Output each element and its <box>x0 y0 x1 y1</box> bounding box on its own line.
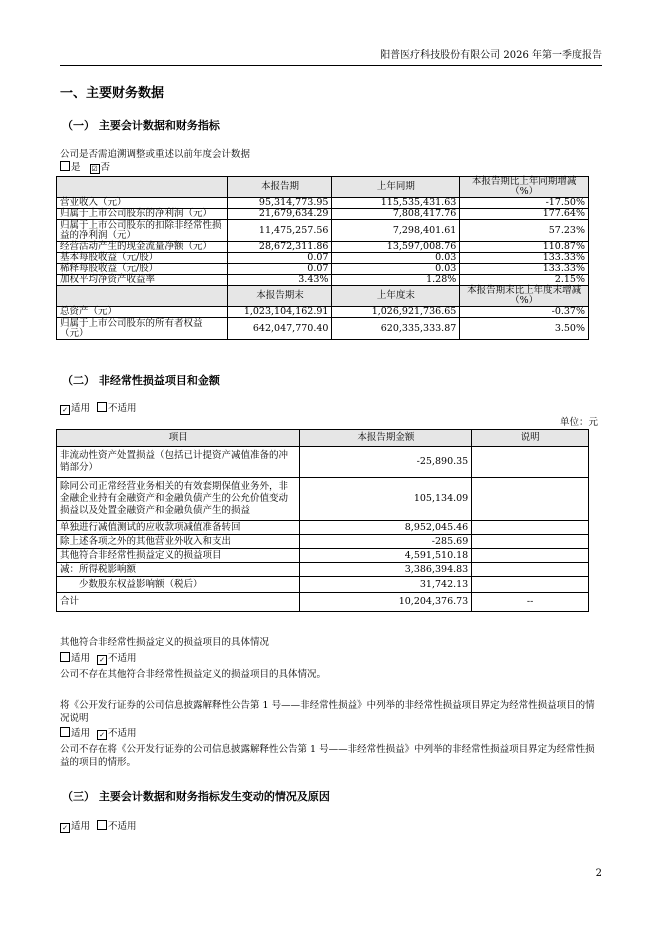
table-cell: -- <box>472 593 589 612</box>
table-cell: 非流动性资产处置损益（包括已计提资产减值准备的冲销部分） <box>57 447 300 478</box>
other-items-desc: 公司不存在其他符合非经常性损益定义的损益项目的具体情况。 <box>60 669 327 680</box>
table-cell: 0.07 <box>228 253 332 264</box>
table-cell: 7,298,401.61 <box>332 220 460 242</box>
table-cell: 2.15% <box>460 275 589 286</box>
table-cell: -25,890.35 <box>300 447 472 478</box>
table-cell: 减：所得税影响额 <box>57 563 300 577</box>
table-cell: 31,742.13 <box>300 577 472 593</box>
table-cell: 单独进行减值测试的应收款项减值准备转回 <box>57 521 300 535</box>
table-cell: 21,679,634.29 <box>228 209 332 220</box>
table-cell <box>57 177 228 198</box>
table-cell: 620,335,333.87 <box>332 318 460 340</box>
table-cell: 本报告期末 <box>228 286 332 307</box>
page-number: 2 <box>595 868 602 879</box>
table-cell <box>472 549 589 563</box>
table-cell <box>472 535 589 549</box>
table-header-row <box>57 430 589 447</box>
table-row <box>57 307 589 318</box>
page-header: 阳普医疗科技股份有限公司 2026 年第一季度报告 <box>60 46 602 66</box>
table-cell: 8,952,045.46 <box>300 521 472 535</box>
table-cell: 上年度末 <box>332 286 460 307</box>
restate-yes-checkbox[interactable] <box>60 161 70 171</box>
table-cell: 133.33% <box>460 264 589 275</box>
table-cell: 少数股东权益影响额（税后） <box>57 577 300 593</box>
table-cell: 0.03 <box>332 264 460 275</box>
table-cell: 1,026,921,736.65 <box>332 307 460 318</box>
table-row <box>57 447 589 478</box>
table-cell: 3.50% <box>460 318 589 340</box>
not-applicable-checkbox-3[interactable]: ✓ <box>97 655 107 665</box>
table-cell: 3,386,394.83 <box>300 563 472 577</box>
table-row <box>57 209 589 220</box>
define-title: 将《公开发行证券的公司信息披露解释性公告第 1 号——非经常性损益》中列举的非经常性损益项目界定为经常性损益项目的情况说明 <box>60 700 595 724</box>
applicable-options-2 <box>60 402 137 415</box>
table-row <box>57 549 589 563</box>
applicable-checkbox-4[interactable] <box>60 727 70 737</box>
table-cell: 110.87% <box>460 242 589 253</box>
table-cell: 本报告期比上年同期增减（%） <box>460 177 589 198</box>
table-cell: 115,535,431.63 <box>332 198 460 209</box>
table-cell: 加权平均净资产收益率 <box>57 275 228 286</box>
table-cell: 1,023,104,162.91 <box>228 307 332 318</box>
table-row <box>57 593 589 612</box>
table-cell: 10,204,376.73 <box>300 593 472 612</box>
table-cell: 13,597,008.76 <box>332 242 460 253</box>
applicable-options-3 <box>60 652 137 665</box>
table-cell <box>472 563 589 577</box>
table-cell: 总资产（元） <box>57 307 228 318</box>
subsection-title-3: （三） 主要会计数据和财务指标发生变动的情况及原因 <box>62 790 330 803</box>
table-cell: 其他符合非经常性损益定义的损益项目 <box>57 549 300 563</box>
applicable-checkbox[interactable]: ✓ <box>60 405 70 415</box>
table-row <box>57 577 589 593</box>
restate-question: 公司是否需追溯调整或重述以前年度会计数据 <box>60 149 251 160</box>
applicable-label-3: 适用 <box>71 653 91 664</box>
table-cell: 95,314,773.95 <box>228 198 332 209</box>
table-row <box>57 521 589 535</box>
applicable-checkbox-3[interactable] <box>60 652 70 662</box>
unit-label: 单位：元 <box>559 417 598 428</box>
not-applicable-label-4: 不适用 <box>108 728 137 739</box>
table-cell: 7,808,417.76 <box>332 209 460 220</box>
table-cell: -285.69 <box>300 535 472 549</box>
table-row <box>57 563 589 577</box>
table-cell: 本报告期金额 <box>300 430 472 447</box>
table-cell: -17.50% <box>460 198 589 209</box>
applicable-label-5: 适用 <box>71 821 91 832</box>
applicable-label: 适用 <box>71 403 91 414</box>
table-cell: 说明 <box>472 430 589 447</box>
applicable-label-4: 适用 <box>71 728 91 739</box>
table-cell: 0.03 <box>332 253 460 264</box>
table-cell: 4,591,510.18 <box>300 549 472 563</box>
applicable-checkbox-5[interactable]: ✓ <box>60 823 70 833</box>
restate-no-checkbox[interactable]: ☑ <box>91 165 98 173</box>
table-cell: 177.64% <box>460 209 589 220</box>
section-title: 一、主要财务数据 <box>60 86 165 101</box>
subsection-title-2: （二） 非经常性损益项目和金额 <box>62 374 220 387</box>
table-cell: 归属于上市公司股东的净利润（元） <box>57 209 228 220</box>
table-cell: 1.28% <box>332 275 460 286</box>
table-row <box>57 535 589 549</box>
table-cell: 营业收入（元） <box>57 198 228 209</box>
table-header-row <box>57 286 589 307</box>
table-cell: 11,475,257.56 <box>228 220 332 242</box>
table-cell: -0.37% <box>460 307 589 318</box>
table-cell: 稀释每股收益（元/股） <box>57 264 228 275</box>
not-applicable-label-5: 不适用 <box>108 821 137 832</box>
restate-options <box>60 161 110 174</box>
table-cell: 项目 <box>57 430 300 447</box>
table-cell <box>472 521 589 535</box>
table-cell <box>472 447 589 478</box>
table-row <box>57 275 589 286</box>
table-cell: 归属于上市公司股东的扣除非经常性损益的净利润（元） <box>57 220 228 242</box>
table-cell: 0.07 <box>228 264 332 275</box>
applicable-options-5 <box>60 820 137 833</box>
table-row <box>57 318 589 340</box>
table-cell <box>472 478 589 521</box>
table-cell: 57.23% <box>460 220 589 242</box>
define-desc: 公司不存在将《公开发行证券的公司信息披露解释性公告第 1 号——非经常性损益》中列举的非经常性损益项目界定为经常性损益的项目的情形。 <box>60 744 595 768</box>
other-items-title: 其他符合非经常性损益定义的损益项目的具体情况 <box>60 637 270 648</box>
table-cell: 归属于上市公司股东的所有者权益（元） <box>57 318 228 340</box>
table-cell: 3.43% <box>228 275 332 286</box>
table-cell <box>472 577 589 593</box>
table-cell <box>57 286 228 307</box>
table-cell: 合计 <box>57 593 300 612</box>
table-cell: 上年同期 <box>332 177 460 198</box>
table-row <box>57 253 589 264</box>
table-cell: 105,134.09 <box>300 478 472 521</box>
restate-yes-label: 是 <box>71 162 81 173</box>
table-cell: 经营活动产生的现金流量净额（元） <box>57 242 228 253</box>
table-cell: 28,672,311.86 <box>228 242 332 253</box>
financial-data-table <box>56 176 589 340</box>
table-row <box>57 478 589 521</box>
table-row <box>57 264 589 275</box>
table-cell: 133.33% <box>460 253 589 264</box>
table-row <box>57 242 589 253</box>
table-cell: 基本每股收益（元/股） <box>57 253 228 264</box>
restate-no-label: 否 <box>100 162 111 173</box>
table-header-row <box>57 177 589 198</box>
not-applicable-checkbox[interactable] <box>97 402 107 412</box>
table-row <box>57 198 589 209</box>
non-recurring-table <box>56 429 589 612</box>
applicable-options-4 <box>60 727 137 740</box>
table-cell: 除同公司正常经营业务相关的有效套期保值业务外，非金融企业持有金融资产和金融负债产生的公允价值变动损益以及处置金融资产和金融负债产生的损益 <box>57 478 300 521</box>
not-applicable-checkbox-5[interactable] <box>97 820 107 830</box>
table-cell: 本报告期末比上年度末增减（%） <box>460 286 589 307</box>
table-row <box>57 220 589 242</box>
table-cell: 642,047,770.40 <box>228 318 332 340</box>
not-applicable-label-3: 不适用 <box>108 653 137 664</box>
subsection-title-1: （一） 主要会计数据和财务指标 <box>62 119 220 132</box>
not-applicable-label: 不适用 <box>108 403 137 414</box>
not-applicable-checkbox-4[interactable]: ✓ <box>97 730 107 740</box>
table-cell: 除上述各项之外的其他营业外收入和支出 <box>57 535 300 549</box>
table-cell: 本报告期 <box>228 177 332 198</box>
